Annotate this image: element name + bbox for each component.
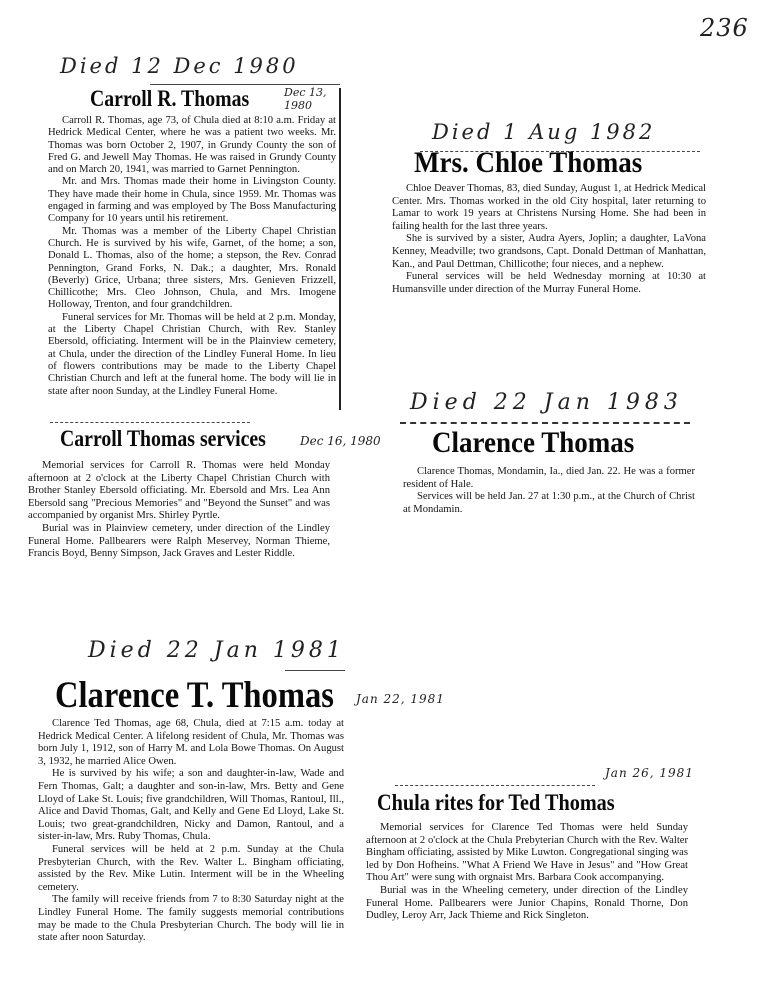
article-title: Clarence Thomas: [432, 426, 635, 459]
paragraph: Memorial services for Clarence Ted Thomas were held Sunday afternoon at 2 o'clock at the Chula Prebyterian Church with the Rev. Walter Bingham officiating, assisted by Mike Luwton. Congregational singing was led by Don Hofheins. "What A Friend We Have in Jesus" and "How Great Thou Art" were sung with orgnaist Mrs. Barbara Cook accompanying.: [366, 822, 688, 884]
article-body: [38, 718, 344, 945]
paragraph: Burial was in the Wheeling cemetery, under direction of the Lindley Funeral Home. Pallbearers were Junior Chapins, Ronald Thorne, Don Dudley, Leroy Arr, Jack Thieme and Rick Singleton.: [366, 884, 688, 922]
handwritten-date-note: Jan 26, 1981: [605, 766, 694, 780]
paragraph: Mr. and Mrs. Thomas made their home in Livingston County. They have made their home in Chula, since 1959. Mr. Thomas was engaged in farming and was employed by The Boss Manufacturing Company for 10 years until his retirement.: [48, 176, 336, 225]
paragraph: Carroll R. Thomas, age 73, of Chula died at 8:10 a.m. Friday at Hedrick Medical Center, where he was a patient two weeks. Mr. Thomas was born October 2, 1907, in Grundy County the son of Fred G. and Jewell May Thomas. He was raised in Grundy County and on March 20, 1941, was married to Garnet Pennington.: [48, 115, 336, 176]
paragraph: Burial was in Plainview cemetery, under direction of the Lindley Funeral Home. Pallbearers were Ralph Meservey, Norman Thieme, Francis Boyd, Benny Simpson, Jack Graves and Lester Riddle.: [28, 522, 330, 560]
article-body: [28, 460, 330, 561]
article-body: [48, 115, 336, 398]
paragraph: Chloe Deaver Thomas, 83, died Sunday, August 1, at Hedrick Medical Center. Mrs. Thomas worked in the old City hospital, later returning to Lamar to work 19 years at Christens Nursing Home. She had been in failing health for the last three years.: [392, 183, 706, 232]
divider: [285, 670, 345, 671]
handwritten-death-date: Died 22 Jan 1981: [88, 638, 345, 663]
paragraph: Clarence Ted Thomas, age 68, Chula, died at 7:15 a.m. today at Hedrick Medical Center. A lifelong resident of Chula, Mr. Thomas was born July 1, 1912, son of Harry M. and Lola Bowe Thomas. On August 3, 1932, he married Alice Owen.: [38, 718, 344, 767]
paragraph: Clarence Thomas, Mondamin, Ia., died Jan. 22. He was a former resident of Hale.: [403, 466, 695, 490]
divider: [395, 785, 595, 786]
handwritten-death-date: Died 12 Dec 1980: [60, 54, 299, 78]
article-title: Clarence T. Thomas: [55, 675, 334, 716]
handwritten-date-note: Dec 13, 1980: [284, 86, 327, 112]
paragraph: He is survived by his wife; a son and daughter-in-law, Wade and Fern Thomas, Galt; a daughter and son-in-law, Mrs. Betty and Gene Lloyd of Lake St. Louis; five grandchildren, Will Thomas, Rantoul, Ill., Alice and David Thomas, Galt, and Kelly and Gene Ed Lloyd, Lake St. Louis; two great-grandchildren, Nicky and Damon, Rantoul, and a sister-in-law, Mrs. Ruby Thomas, Chula.: [38, 768, 344, 843]
divider: [150, 84, 340, 85]
paragraph: Memorial services for Carroll R. Thomas were held Monday afternoon at 2 o'clock at the Liberty Chapel Christian Church with Brother Stanley Ebersold officiating. Mr. Ebersold and Mrs. Lea Ann Ebersold sang "Precious Memories" and "Beyond the Sunset" and was accompanied by organist Mrs. Shirley Pyrtle.: [28, 460, 330, 522]
article-title: Carroll Thomas services: [60, 426, 266, 451]
column-border: [339, 88, 341, 410]
article-body: [392, 183, 706, 296]
paragraph: The family will receive friends from 7 to 8:30 Saturday night at the Lindley Funeral Home. The family suggests memorial contributions may be made to the Chula Presbyterian Church. The body will lie in state after noon Saturday.: [38, 894, 344, 944]
divider: [50, 422, 250, 423]
handwritten-date-note: Jan 22, 1981: [356, 692, 445, 706]
article-title: Chula rites for Ted Thomas: [377, 790, 615, 815]
handwritten-death-date: Died 22 Jan 1983: [410, 390, 683, 415]
paragraph: Services will be held Jan. 27 at 1:30 p.m., at the Church of Christ at Mondamin.: [403, 491, 695, 515]
paragraph: She is survived by a sister, Audra Ayers, Joplin; a daughter, LaVona Kenney, Meadville; two grandsons, Capt. Donald Dettman of Manhattan, Kan., and Paul Dettman, Chillicothe; four nieces, and a nephew.: [392, 233, 706, 270]
page-number: 236: [700, 14, 749, 42]
paragraph: Funeral services will be held Wednesday morning at 10:30 at Humansville under direction of the Murray Funeral Home.: [392, 271, 706, 295]
article-title: Mrs. Chloe Thomas: [414, 146, 643, 179]
paragraph: Funeral services will be held at 2 p.m. Sunday at the Chula Presbyterian Church, with the Rev. Walter L. Bingham officiating, assisted by the Rev. Mike Lutin. Interment will be in the Wheeling cemetery.: [38, 843, 344, 893]
article-body: [403, 466, 695, 516]
handwritten-death-date: Died 1 Aug 1982: [432, 120, 656, 144]
paragraph: Mr. Thomas was a member of the Liberty Chapel Christian Church. He is survived by his wife, Garnet, of the home; a son, Donald L. Thomas, also of the home; a stepson, the Rev. Conrad Pennington, Grand Forks, N. Dak.; a daughter, Mrs. Ronald (Beverly) Grice, Urbana; three sisters, Mrs. Genieven Frizzell, Chillicothe; Mrs. Cleo Johnson, Chula, and Mrs. Imogene Holloway, Trenton, and four grandchildren.: [48, 225, 336, 311]
handwritten-date-note: Dec 16, 1980: [300, 434, 381, 448]
article-title: Carroll R. Thomas: [90, 86, 250, 111]
paragraph: Funeral services for Mr. Thomas will be held at 2 p.m. Monday, at the Liberty Chapel Christian Church, with Rev. Stanley Ebersold, officiating. Interment will be in the Plainview cemetery, at Chula, under the direction of the Lindley Funeral Home. In lieu of flowers contributions may be made to the Liberty Chapel Christian Church and left at the funeral home. The body will lie in state after noon Sunday, at the Lindley Funeral Home.: [48, 311, 336, 397]
article-body: [366, 822, 688, 923]
divider: [400, 422, 690, 424]
